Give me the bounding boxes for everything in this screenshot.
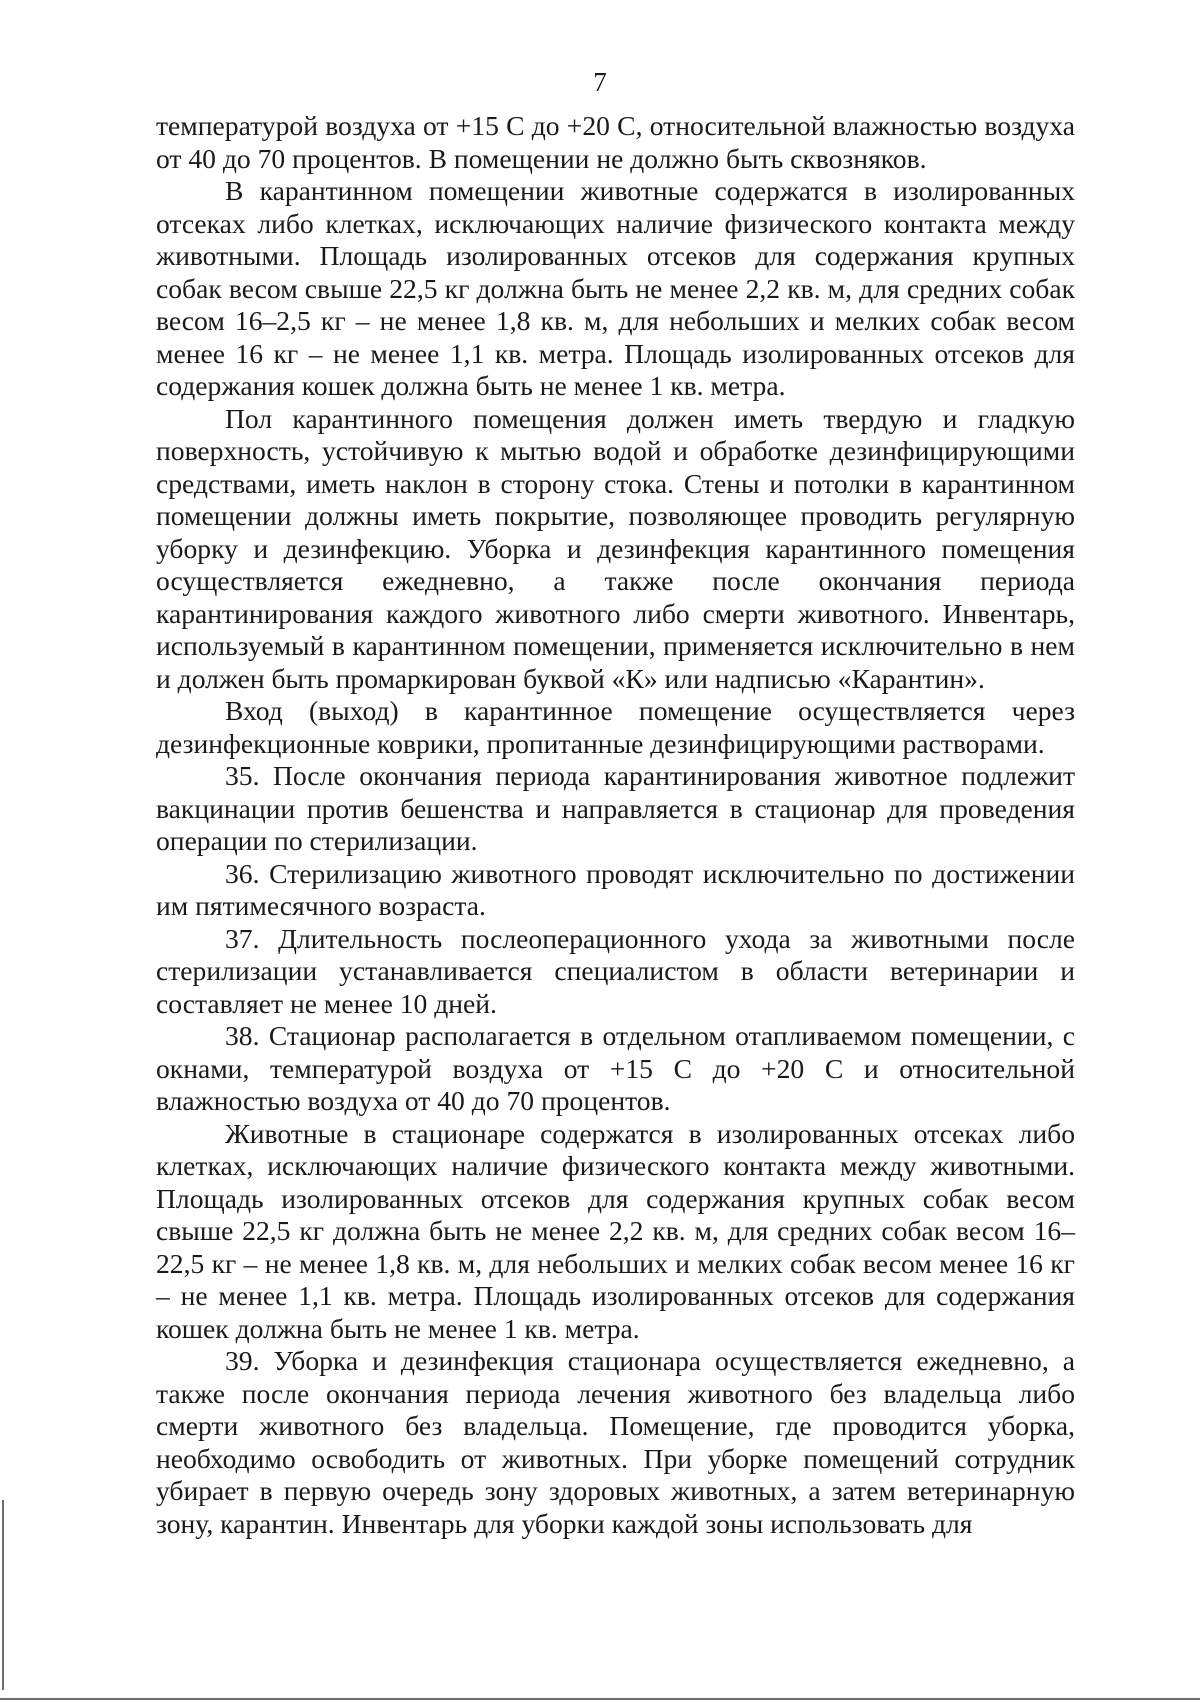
paragraph: Животные в стационаре содержатся в изолированных отсеках либо клетках, исключающих наличие физического контакта между животными. Площадь изолированных отсеков для содержания крупных собак весом свыше 22,5 кг должна быть не менее 2,2 кв. м, для средних собак весом 16–22,5 кг – не менее 1,8 кв. м, для небольших и мелких собак весом менее 16 кг – не менее 1,1 кв. метра. Площадь изолированных отсеков для содержания кошек должна быть не менее 1 кв. метра. — [156, 1117, 1075, 1344]
paragraph: Вход (выход) в карантинное помещение осуществляется через дезинфекционные коврики, пропитанные дезинфицирующими растворами. — [156, 695, 1075, 759]
paragraph-item-37: 37. Длительность послеоперационного ухода за животными после стерилизации устанавливается специалистом в области ветеринарии и составляет не менее 10 дней. — [156, 922, 1075, 1019]
scan-edge-bottom — [0, 1698, 1200, 1700]
scan-edge-left — [2, 1500, 4, 1690]
paragraph-item-38: 38. Стационар располагается в отдельном отапливаемом помещении, с окнами, температурой воздуха от +15 С до +20 С и относительной влажностью воздуха от 40 до 70 процентов. — [156, 1020, 1075, 1116]
paragraph-item-36: 36. Стерилизацию животного проводят исключительно по достижении им пятимесячного возраста. — [156, 857, 1075, 921]
paragraph: температурой воздуха от +15 С до +20 С, относительной влажностью воздуха от 40 до 70 процентов. В помещении не должно быть сквозняков. — [156, 110, 1075, 174]
paragraph-item-39: 39. Уборка и дезинфекция стационара осуществляется ежедневно, а также после окончания периода лечения животного без владельца либо смерти животного без владельца. Помещение, где проводится уборка, необходимо освободить от животных. При уборке помещений сотрудник убирает в первую очередь зону здоровых животных, а затем ветеринарную зону, карантин. Инвентарь для уборки каждой зоны использовать для — [156, 1345, 1075, 1539]
document-body — [156, 110, 1075, 1540]
paragraph-item-35: 35. После окончания периода карантинирования животное подлежит вакцинации против бешенства и направляется в стационар для проведения операции по стерилизации. — [156, 760, 1075, 856]
paragraph: Пол карантинного помещения должен иметь твердую и гладкую поверхность, устойчивую к мытью водой и обработке дезинфицирующими средствами, иметь наклон в сторону стока. Стены и потолки в карантинном помещении должны иметь покрытие, позволяющее проводить регулярную уборку и дезинфекцию. Уборка и дезинфекция карантинного помещения осуществляется ежедневно, а также после окончания периода карантинирования каждого животного либо смерти животного. Инвентарь, используемый в карантинном помещении, применяется исключительно в нем и должен быть промаркирован буквой «К» или надписью «Карантин». — [156, 402, 1075, 694]
page-number: 7 — [593, 67, 607, 97]
paragraph: В карантинном помещении животные содержатся в изолированных отсеках либо клетках, исключающих наличие физического контакта между животными. Площадь изолированных отсеков для содержания крупных собак весом свыше 22,5 кг должна быть не менее 2,2 кв. м, для средних собак весом 16–2,5 кг – не менее 1,8 кв. м, для небольших и мелких собак весом менее 16 кг – не менее 1,1 кв. метра. Площадь изолированных отсеков для содержания кошек должна быть не менее 1 кв. метра. — [156, 175, 1075, 401]
